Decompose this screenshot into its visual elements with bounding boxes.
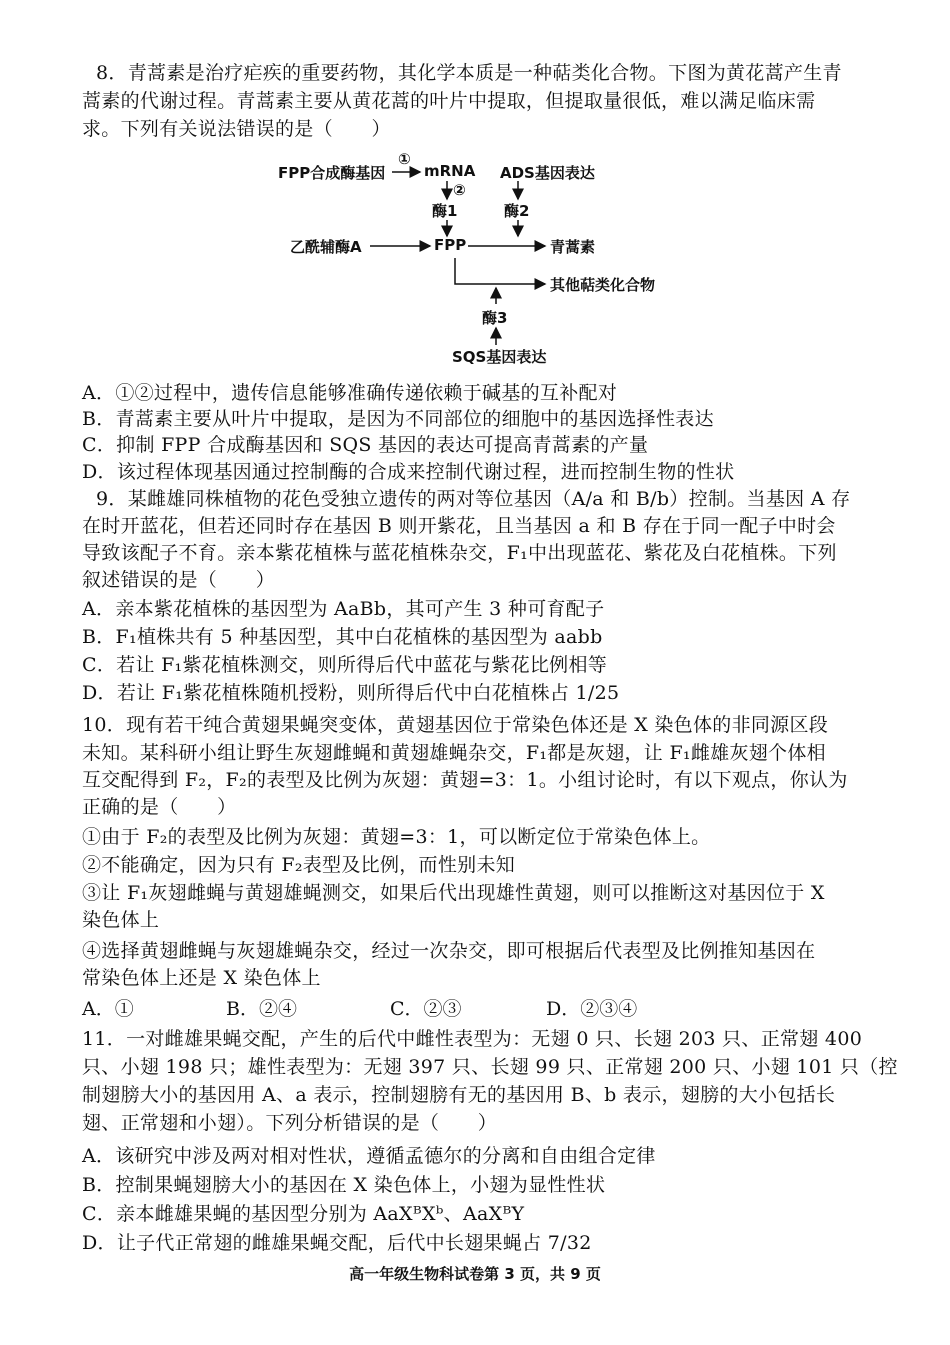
q10-option-c: C．②③ bbox=[390, 998, 462, 1020]
q11-option-c: C．亲本雌雄果蝇的基因型分别为 AaXᴮXᵇ、AaXᴮY bbox=[82, 1203, 525, 1225]
metabolic-pathway-diagram bbox=[270, 150, 690, 370]
q8-option-c: C．抑制 FPP 合成酶基因和 SQS 基因的表达可提高青蒿素的产量 bbox=[82, 434, 649, 456]
sqs-gene-expression-label: SQS基因表达 bbox=[452, 348, 547, 366]
q10-statement-1: ①由于 F₂的表型及比例为灰翅：黄翅=3：1，可以断定位于常染色体上。 bbox=[82, 826, 711, 848]
q8-option-a: A．①②过程中，遗传信息能够准确传递依赖于碱基的互补配对 bbox=[82, 382, 618, 404]
q10-statement-2: ②不能确定，因为只有 F₂表型及比例，而性别未知 bbox=[82, 854, 516, 876]
q11-stem-line-2: 只、小翅 198 只；雄性表型为：无翅 397 只、长翅 99 只、正常翅 200 只、小翅 101 只（控 bbox=[82, 1056, 898, 1078]
q11-stem-line-3: 制翅膀大小的基因用 A、a 表示，控制翅膀有无的基因用 B、b 表示，翅膀的大小包括长 bbox=[82, 1084, 836, 1106]
q10-option-b: B．②④ bbox=[226, 998, 297, 1020]
q8-stem-line-1: 8．青蒿素是治疗疟疾的重要药物，其化学本质是一种萜类化合物。下图为黄花蒿产生青 bbox=[96, 62, 842, 84]
q8-stem-line-2: 蒿素的代谢过程。青蒿素主要从黄花蒿的叶片中提取，但提取量很低，难以满足临床需 bbox=[82, 90, 816, 112]
q10-option-a: A．① bbox=[82, 998, 134, 1020]
ads-gene-expression-label: ADS基因表达 bbox=[500, 164, 595, 182]
enzyme-3-label: 酶3 bbox=[482, 309, 508, 327]
page-footer: 高一年级生物科试卷第 3 页，共 9 页 bbox=[349, 1265, 601, 1283]
step-1-marker: ① bbox=[398, 150, 411, 168]
q11-option-a: A．该研究中涉及两对相对性状，遵循孟德尔的分离和自由组合定律 bbox=[82, 1145, 656, 1167]
q9-stem-line-2: 在时开蓝花，但若还同时存在基因 B 则开紫花，且当基因 a 和 B 存在于同一配子中时会 bbox=[82, 515, 836, 537]
q10-stem-line-1: 10．现有若干纯合黄翅果蝇突变体，黄翅基因位于常染色体还是 X 染色体的非同源区段 bbox=[82, 714, 829, 736]
q11-stem-line-1: 11．一对雌雄果蝇交配，产生的后代中雌性表型为：无翅 0 只、长翅 203 只、正常翅 400 bbox=[82, 1028, 863, 1050]
other-terpenoids-label: 其他萜类化合物 bbox=[550, 276, 656, 294]
pathway-arrows bbox=[270, 150, 690, 370]
q9-option-c: C．若让 F₁紫花植株测交，则所得后代中蓝花与紫花比例相等 bbox=[82, 654, 608, 676]
q10-stem-line-2: 未知。某科研小组让野生灰翅雌蝇和黄翅雄蝇杂交，F₁都是灰翅，让 F₁雌雄灰翅个体相 bbox=[82, 742, 826, 764]
q10-stem-line-3: 互交配得到 F₂，F₂的表型及比例为灰翅：黄翅=3：1。小组讨论时，有以下观点，你认为 bbox=[82, 769, 848, 791]
q10-option-d: D．②③④ bbox=[546, 998, 638, 1020]
q9-stem-line-3: 导致该配子不育。亲本紫花植株与蓝花植株杂交，F₁中出现蓝花、紫花及白花植株。下列 bbox=[82, 542, 837, 564]
q10-statement-4-line-1: ④选择黄翅雌蝇与灰翅雄蝇杂交，经过一次杂交，即可根据后代表型及比例推知基因在 bbox=[82, 940, 816, 962]
q8-stem-line-3: 求。下列有关说法错误的是（ ） bbox=[82, 118, 391, 140]
q10-statement-4-line-2: 常染色体上还是 X 染色体上 bbox=[82, 967, 321, 989]
step-2-marker: ② bbox=[453, 181, 466, 199]
q11-option-b: B．控制果蝇翅膀大小的基因在 X 染色体上，小翅为显性性状 bbox=[82, 1174, 606, 1196]
fpp-synthase-gene-label: FPP合成酶基因 bbox=[278, 164, 386, 182]
q10-statement-3-line-2: 染色体上 bbox=[82, 909, 160, 931]
enzyme-1-label: 酶1 bbox=[432, 202, 458, 220]
enzyme-2-label: 酶2 bbox=[504, 202, 530, 220]
q9-stem-line-1: 9．某雌雄同株植物的花色受独立遗传的两对等位基因（A/a 和 B/b）控制。当基因 A 存 bbox=[96, 488, 851, 510]
mrna-label: mRNA bbox=[424, 162, 476, 180]
artemisinin-label: 青蒿素 bbox=[550, 238, 596, 256]
q11-stem-line-4: 翅、正常翅和小翅）。下列分析错误的是（ ） bbox=[82, 1112, 498, 1134]
q9-stem-line-4: 叙述错误的是（ ） bbox=[82, 569, 276, 591]
q10-stem-line-4: 正确的是（ ） bbox=[82, 796, 237, 818]
fpp-label: FPP bbox=[434, 236, 467, 254]
q9-option-d: D．若让 F₁紫花植株随机授粉，则所得后代中白花植株占 1/25 bbox=[82, 682, 620, 704]
q11-option-d: D．让子代正常翅的雌雄果蝇交配，后代中长翅果蝇占 7/32 bbox=[82, 1232, 592, 1254]
q9-option-a: A．亲本紫花植株的基因型为 AaBb，其可产生 3 种可育配子 bbox=[82, 598, 605, 620]
q8-option-b: B．青蒿素主要从叶片中提取，是因为不同部位的细胞中的基因选择性表达 bbox=[82, 408, 714, 430]
q10-statement-3-line-1: ③让 F₁灰翅雌蝇与黄翅雄蝇测交，如果后代出现雄性黄翅，则可以推断这对基因位于 X bbox=[82, 882, 825, 904]
q9-option-b: B．F₁植株共有 5 种基因型，其中白花植株的基因型为 aabb bbox=[82, 626, 603, 648]
acetyl-coa-label: 乙酰辅酶A bbox=[290, 238, 362, 256]
q8-option-d: D．该过程体现基因通过控制酶的合成来控制代谢过程，进而控制生物的性状 bbox=[82, 461, 735, 483]
